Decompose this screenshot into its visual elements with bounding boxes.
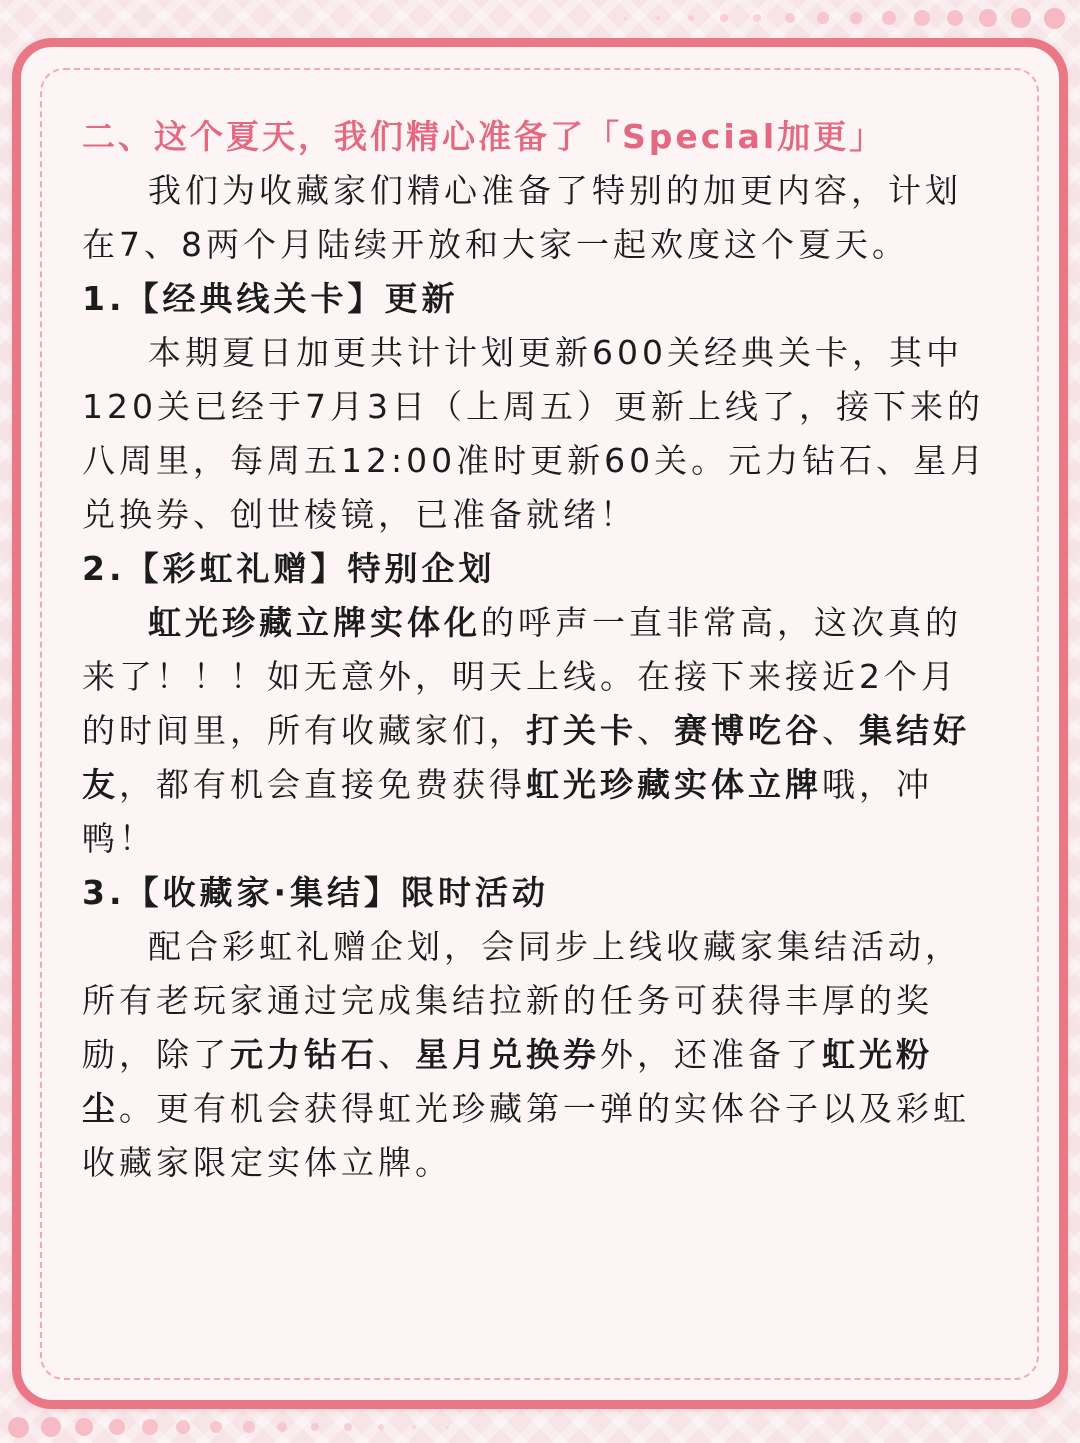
item3-highlight-dust: 虹光粉尘 bbox=[82, 1035, 933, 1128]
item3-sep-1: 、 bbox=[378, 1035, 415, 1074]
decor-dot bbox=[1011, 8, 1031, 28]
decor-dot bbox=[277, 1422, 287, 1432]
item3-highlight-voucher: 星月兑换券 bbox=[415, 1035, 600, 1074]
decor-dot bbox=[656, 16, 660, 20]
intro-paragraph: 我们为收藏家们精心准备了特别的加更内容，计划在7、8两个月陆续开放和大家一起欢度这个夏天。 bbox=[82, 171, 962, 264]
article-content bbox=[82, 110, 992, 1190]
decor-dot bbox=[75, 1418, 93, 1436]
decor-dot bbox=[446, 1426, 449, 1429]
item2-text-2: ，都有机会直接免费获得 bbox=[119, 765, 526, 804]
decor-dot bbox=[210, 1421, 223, 1434]
item2-text-3: 哦，冲鸭！ bbox=[82, 765, 933, 858]
section-heading: 二、这个夏天，我们精心准备了「Special加更」 bbox=[82, 117, 886, 156]
item2-body bbox=[82, 596, 992, 866]
decor-dot bbox=[688, 15, 694, 21]
item2-highlight-physical-standee: 虹光珍藏实体立牌 bbox=[526, 765, 822, 804]
item3-title: 3.【收藏家·集结】限时活动 bbox=[82, 873, 550, 912]
item3-text-1: 配合彩虹礼赠企划，会同步上线收藏家集结活动，所有老玩家通过完成集结拉新的任务可获得丰厚的奖励，除了 bbox=[82, 927, 962, 1074]
item2-highlight-standee: 虹光珍藏立牌实体化 bbox=[148, 603, 481, 642]
item3-text-2: 外，还准备了 bbox=[600, 1035, 822, 1074]
item3-highlight-diamond: 元力钻石 bbox=[230, 1035, 378, 1074]
decor-dot bbox=[41, 1417, 61, 1437]
item3-body bbox=[82, 920, 992, 1190]
decor-dot bbox=[378, 1424, 384, 1430]
item2-title: 2.【彩虹礼赠】特别企划 bbox=[82, 549, 496, 588]
item2-highlight-cyber: 赛博吃谷 bbox=[674, 711, 822, 750]
decor-dot bbox=[1044, 8, 1065, 29]
item2-sep-1: 、 bbox=[637, 711, 674, 750]
decor-dot bbox=[785, 13, 795, 23]
decor-dot bbox=[720, 14, 727, 21]
decor-dot bbox=[311, 1423, 320, 1432]
top-dot-border bbox=[0, 0, 1080, 40]
decor-dot bbox=[624, 17, 627, 20]
decor-dot bbox=[882, 11, 896, 25]
decor-dot bbox=[8, 1417, 29, 1438]
decor-dot bbox=[412, 1425, 416, 1429]
decor-dot bbox=[979, 9, 997, 27]
decor-dot bbox=[817, 12, 828, 23]
item2-highlight-friends: 集结好友 bbox=[82, 711, 970, 804]
decor-dot bbox=[850, 12, 863, 25]
decor-dot bbox=[142, 1419, 157, 1434]
item1-body: 本期夏日加更共计计划更新600关经典关卡，其中120关已经于7月3日（上周五）更新上线了，接下来的八周里，每周五12:00准时更新60关。元力钻石、星月兑换券、创世棱镜，已准备就绪！ bbox=[82, 333, 988, 534]
item2-text-1: 的呼声一直非常高，这次真的来了！！！如无意外，明天上线。在接下来接近2个月的时间里，所有收藏家们， bbox=[82, 603, 962, 750]
bottom-dot-border bbox=[0, 1403, 1080, 1443]
decor-dot bbox=[109, 1419, 126, 1436]
item2-highlight-stages: 打关卡 bbox=[526, 711, 637, 750]
item2-sep-2: 、 bbox=[822, 711, 859, 750]
decor-dot bbox=[947, 10, 964, 27]
decor-dot bbox=[243, 1421, 254, 1432]
decor-dot bbox=[344, 1423, 351, 1430]
decor-dot bbox=[753, 14, 762, 23]
item3-text-3: 。更有机会获得虹光珍藏第一弹的实体谷子以及彩虹收藏家限定实体立牌。 bbox=[82, 1089, 970, 1182]
decor-dot bbox=[176, 1420, 190, 1434]
decor-dot bbox=[914, 10, 929, 25]
item1-title: 1.【经典线关卡】更新 bbox=[82, 279, 459, 318]
